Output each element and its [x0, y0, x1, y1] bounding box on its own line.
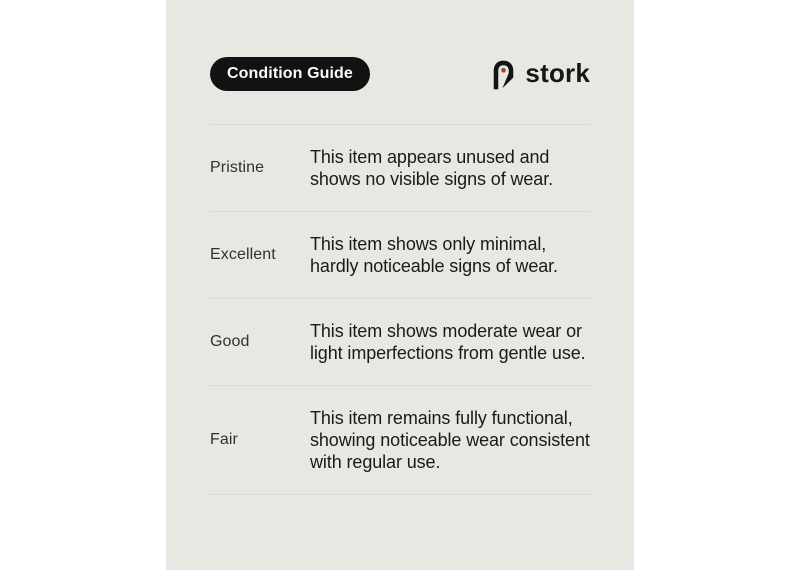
condition-description: This item shows moderate wear or light imperfections from gentle use. — [310, 321, 586, 363]
table-row-good — [210, 298, 590, 385]
table-row-fair — [210, 385, 590, 494]
card-header — [210, 57, 590, 91]
stork-logo — [490, 59, 590, 90]
table-row-pristine — [210, 124, 590, 211]
condition-guide-badge: Condition Guide — [210, 57, 370, 91]
condition-guide-card — [166, 0, 634, 570]
condition-table — [210, 124, 590, 495]
condition-label: Excellent — [210, 246, 276, 263]
condition-description: This item shows only minimal, hardly noticeable signs of wear. — [310, 234, 558, 276]
stork-bird-icon — [490, 59, 517, 90]
logo-dot — [502, 67, 507, 72]
condition-description: This item remains fully functional, showing noticeable wear consistent with regular use. — [310, 408, 590, 472]
condition-description: This item appears unused and shows no visible signs of wear. — [310, 147, 554, 189]
condition-label: Pristine — [210, 159, 265, 176]
brand-wordmark: stork — [525, 58, 590, 88]
condition-label: Fair — [210, 431, 238, 448]
condition-label: Good — [210, 333, 250, 350]
table-row-excellent — [210, 211, 590, 298]
